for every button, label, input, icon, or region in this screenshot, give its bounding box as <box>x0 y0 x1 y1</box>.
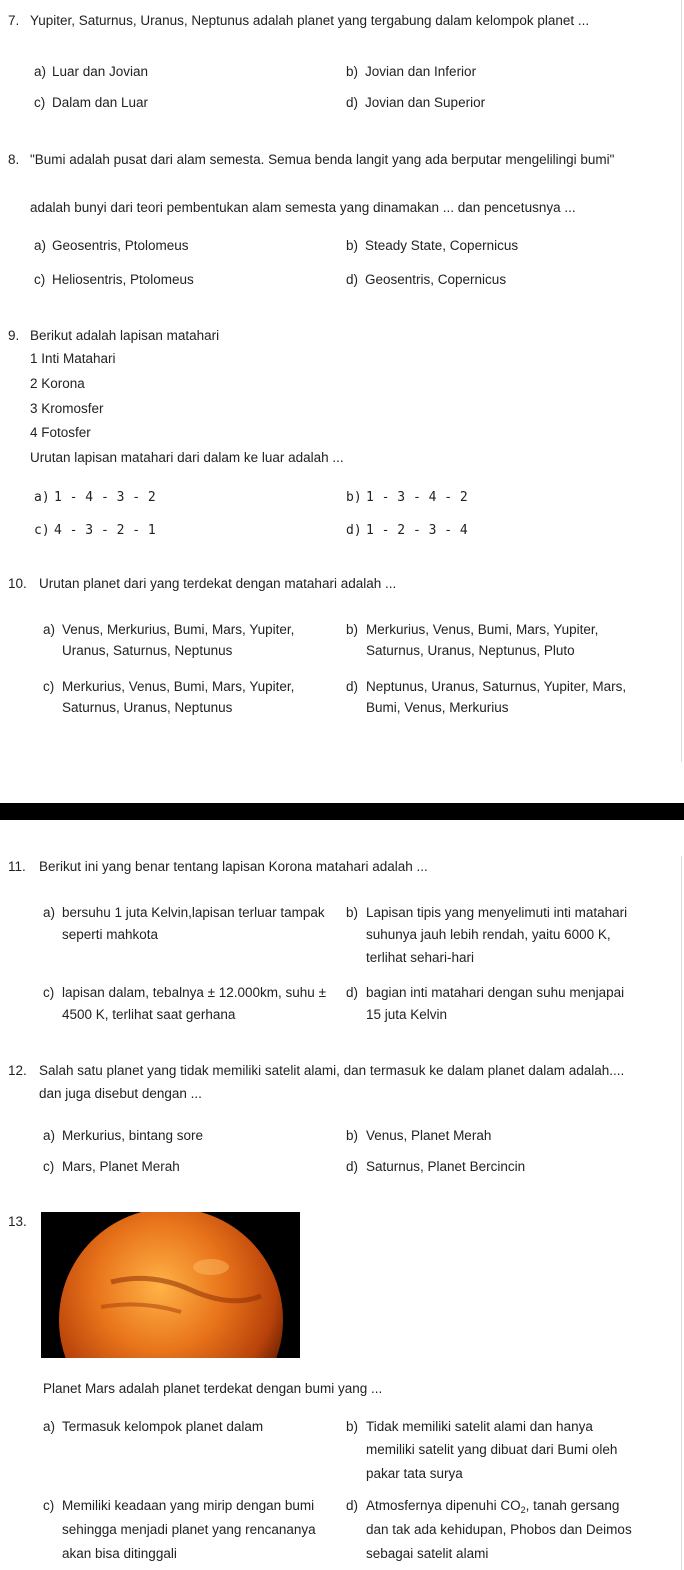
q10-option-b-label[interactable]: b) <box>346 622 359 637</box>
q13-option-c-line1[interactable]: Memiliki keadaan yang mirip dengan bumi <box>62 1498 315 1513</box>
q13-option-c-label[interactable]: c) <box>43 1498 55 1513</box>
q10-option-d-line1[interactable]: Neptunus, Uranus, Saturnus, Yupiter, Mars, <box>366 679 627 694</box>
question-8-text-cont: adalah bunyi dari teori pembentukan alam semesta yang dinamakan ... dan pencetusnya ... <box>30 200 576 215</box>
q13-option-a[interactable]: Termasuk kelompok planet dalam <box>62 1419 264 1434</box>
q10-option-d-line2[interactable]: Bumi, Venus, Merkurius <box>366 700 509 715</box>
q9-option-b[interactable]: 1 - 3 - 4 - 2 <box>366 490 468 505</box>
q7-option-d[interactable]: Jovian dan Superior <box>365 95 486 110</box>
q8-option-a[interactable]: Geosentris, Ptolomeus <box>52 238 189 253</box>
q9-option-a-label[interactable]: a) <box>34 490 50 505</box>
question-11-number: 11. <box>8 859 26 874</box>
q7-option-c-label[interactable]: c) <box>34 95 46 110</box>
q12-option-d-label[interactable]: d) <box>346 1159 359 1174</box>
question-13-text: Planet Mars adalah planet terdekat dengan bumi yang ... <box>43 1381 383 1396</box>
q11-option-b-label[interactable]: b) <box>346 905 359 920</box>
q10-option-c-line2[interactable]: Saturnus, Uranus, Neptunus <box>62 700 233 715</box>
q11-option-c-label[interactable]: c) <box>43 985 55 1000</box>
q7-option-c[interactable]: Dalam dan Luar <box>52 95 149 110</box>
q10-option-a-label[interactable]: a) <box>43 622 56 637</box>
layer-item-1: 1 Inti Matahari <box>30 351 116 366</box>
q9-option-c-label[interactable]: c) <box>34 523 50 538</box>
q9-option-d[interactable]: 1 - 2 - 3 - 4 <box>366 523 468 538</box>
q7-option-d-label[interactable]: d) <box>346 95 359 110</box>
q10-option-d-label[interactable]: d) <box>346 679 359 694</box>
q11-option-a-label[interactable]: a) <box>43 905 56 920</box>
q13-option-c-line3[interactable]: akan bisa ditinggali <box>62 1546 177 1561</box>
q8-option-b[interactable]: Steady State, Copernicus <box>365 238 519 253</box>
question-8-text: "Bumi adalah pusat dari alam semesta. Semua benda langit yang ada berputar mengelilingi bumi" <box>30 152 615 167</box>
q13-option-d-label[interactable]: d) <box>346 1498 359 1513</box>
q9-option-d-label[interactable]: d) <box>346 523 362 538</box>
q13-option-d-line2[interactable]: dan tak ada kehidupan, Phobos dan Deimos <box>366 1522 632 1537</box>
q7-option-b-label[interactable]: b) <box>346 64 359 79</box>
q12-option-a[interactable]: Merkurius, bintang sore <box>62 1128 204 1143</box>
q13-option-b-line2[interactable]: memiliki satelit yang dibuat dari Bumi oleh <box>366 1442 618 1457</box>
q10-option-c-line1[interactable]: Merkurius, Venus, Bumi, Mars, Yupiter, <box>62 679 295 694</box>
q10-option-c-label[interactable]: c) <box>43 679 55 694</box>
q13-option-c-line2[interactable]: sehingga menjadi planet yang rencananya <box>62 1522 316 1537</box>
q13-option-d-line3[interactable]: sebagai satelit alami <box>366 1546 489 1561</box>
layer-item-3: 3 Kromosfer <box>30 401 104 416</box>
q10-option-a-line2[interactable]: Uranus, Saturnus, Neptunus <box>62 643 233 658</box>
q10-option-a-line1[interactable]: Venus, Merkurius, Bumi, Mars, Yupiter, <box>62 622 295 637</box>
question-10-number: 10. <box>8 576 27 591</box>
q7-option-a-label[interactable]: a) <box>34 64 47 79</box>
co2-subscript[interactable]: 2 <box>520 1505 526 1515</box>
q8-option-a-label[interactable]: a) <box>34 238 47 253</box>
q11-option-d-label[interactable]: d) <box>346 985 359 1000</box>
page-edge <box>681 856 682 1570</box>
q12-option-b-label[interactable]: b) <box>346 1128 359 1143</box>
layer-item-4: 4 Fotosfer <box>30 425 91 440</box>
question-12-text-cont: dan juga disebut dengan ... <box>39 1086 202 1101</box>
q8-option-b-label[interactable]: b) <box>346 238 359 253</box>
q12-option-b[interactable]: Venus, Planet Merah <box>366 1128 492 1143</box>
page-edge <box>681 0 682 762</box>
q11-option-a-line1[interactable]: bersuhu 1 juta Kelvin,lapisan terluar tampak <box>62 905 325 920</box>
q11-option-c-line2[interactable]: 4500 K, terlihat saat gerhana <box>62 1007 236 1022</box>
q9-option-a[interactable]: 1 - 4 - 3 - 2 <box>54 490 156 505</box>
q7-option-a[interactable]: Luar dan Jovian <box>52 64 149 79</box>
question-12-text: Salah satu planet yang tidak memiliki satelit alami, dan termasuk ke dalam planet dalam adalah.... <box>39 1063 625 1078</box>
page-separator <box>0 803 684 820</box>
question-8-number: 8. <box>8 152 20 167</box>
question-9-prompt: Urutan lapisan matahari dari dalam ke luar adalah ... <box>30 450 344 465</box>
question-9-number: 9. <box>8 328 20 343</box>
q13-option-b-line3[interactable]: pakar tata surya <box>366 1466 463 1481</box>
layer-item-2: 2 Korona <box>30 376 85 391</box>
q11-option-d-line1[interactable]: bagian inti matahari dengan suhu menjapai <box>366 985 625 1000</box>
question-12-number: 12. <box>8 1063 27 1078</box>
q12-option-d[interactable]: Saturnus, Planet Bercincin <box>366 1159 526 1174</box>
q12-option-a-label[interactable]: a) <box>43 1128 56 1143</box>
q8-option-d-label[interactable]: d) <box>346 272 359 287</box>
question-7-number: 7. <box>8 13 20 28</box>
q11-option-b-line3[interactable]: terlihat sehari-hari <box>366 950 475 965</box>
q12-option-c-label[interactable]: c) <box>43 1159 55 1174</box>
mars-image <box>41 1212 300 1358</box>
q9-option-c[interactable]: 4 - 3 - 2 - 1 <box>54 523 156 538</box>
q11-option-b-line1[interactable]: Lapisan tipis yang menyelimuti inti matahari <box>366 905 628 920</box>
q11-option-a-line2[interactable]: seperti mahkota <box>62 927 159 942</box>
question-9-text: Berikut adalah lapisan matahari <box>30 328 220 343</box>
q13-option-b-label[interactable]: b) <box>346 1419 359 1434</box>
q11-option-c-line1[interactable]: lapisan dalam, tebalnya ± 12.000km, suhu ± <box>62 985 326 1000</box>
q8-option-c[interactable]: Heliosentris, Ptolomeus <box>52 272 194 287</box>
q13-option-a-label[interactable]: a) <box>43 1419 56 1434</box>
q7-option-b[interactable]: Jovian dan Inferior <box>365 64 477 79</box>
q13-option-b-line1[interactable]: Tidak memiliki satelit alami dan hanya <box>366 1419 593 1434</box>
q8-option-c-label[interactable]: c) <box>34 272 46 287</box>
q13-option-d-post[interactable]: , tanah gersang <box>525 1498 620 1513</box>
mars-planet-illustration <box>41 1212 300 1358</box>
question-7-text: Yupiter, Saturnus, Uranus, Neptunus adalah planet yang tergabung dalam kelompok planet ... <box>30 13 590 28</box>
q11-option-d-line2[interactable]: 15 juta Kelvin <box>366 1007 448 1022</box>
q11-option-b-line2[interactable]: suhunya jauh lebih rendah, yaitu 6000 K, <box>366 927 611 942</box>
question-10-text: Urutan planet dari yang terdekat dengan matahari adalah ... <box>39 576 397 591</box>
question-11-text: Berikut ini yang benar tentang lapisan Korona matahari adalah ... <box>39 859 428 874</box>
question-13-number: 13. <box>8 1214 27 1229</box>
q9-option-b-label[interactable]: b) <box>346 490 362 505</box>
q10-option-b-line1[interactable]: Merkurius, Venus, Bumi, Mars, Yupiter, <box>366 622 599 637</box>
q13-option-d-line1[interactable] <box>366 1497 619 1515</box>
q12-option-c[interactable]: Mars, Planet Merah <box>62 1159 180 1174</box>
q8-option-d[interactable]: Geosentris, Copernicus <box>365 272 507 287</box>
q10-option-b-line2[interactable]: Saturnus, Uranus, Neptunus, Pluto <box>366 643 575 658</box>
q13-option-d-pre[interactable]: Atmosfernya dipenuhi CO <box>366 1498 521 1513</box>
